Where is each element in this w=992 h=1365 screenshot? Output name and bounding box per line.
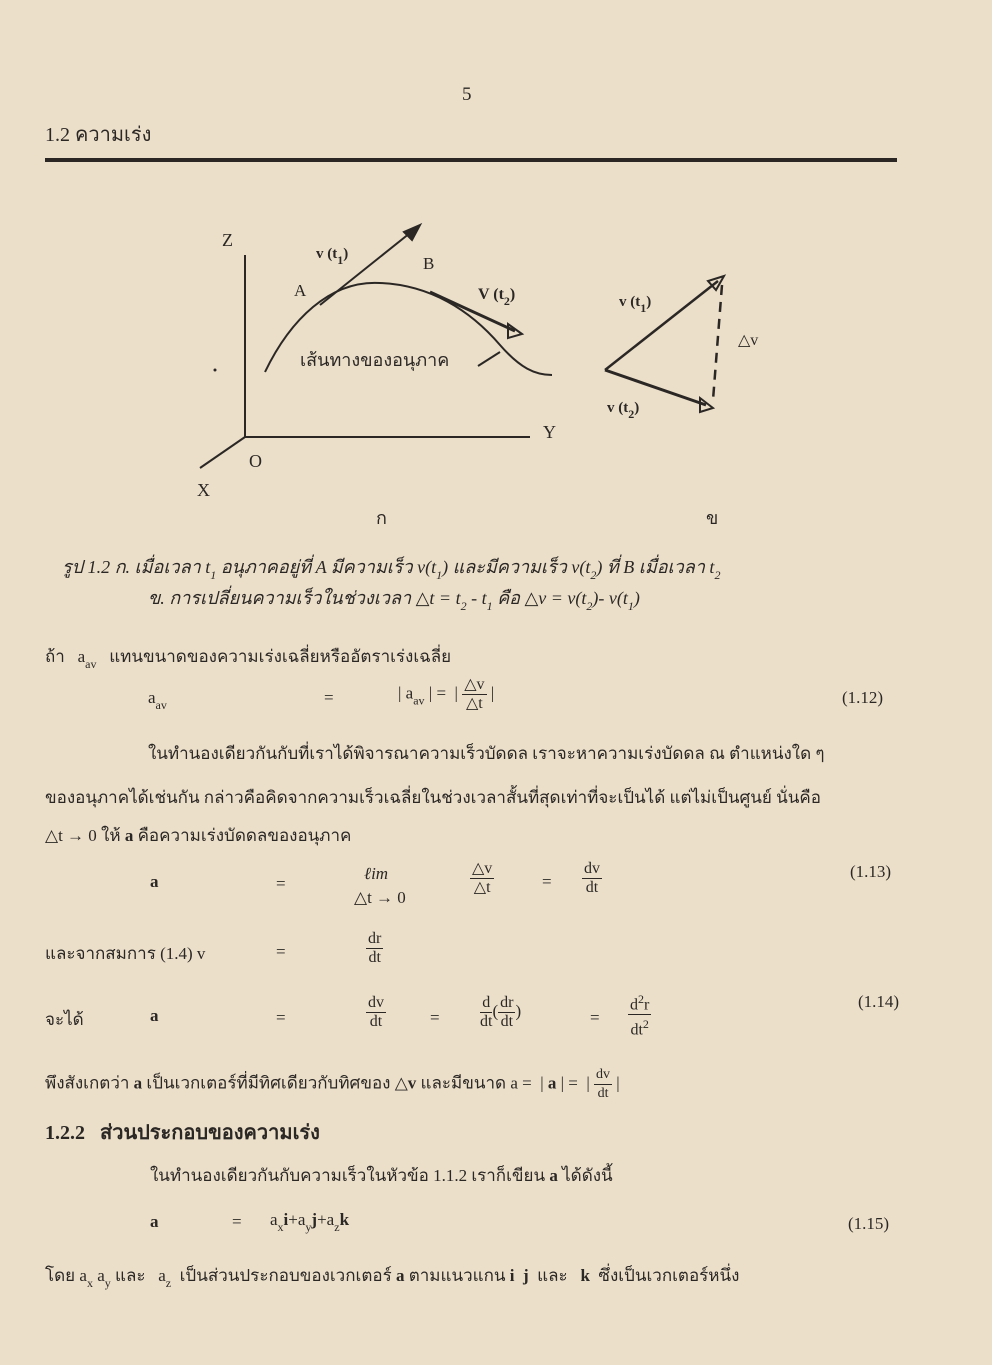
v-t1-label: v $(t_1)$ xyxy=(316,246,349,267)
derivative-expression: $\frac{d}{dt}$ ( $\frac{dr}{dt}$ ) xyxy=(480,994,522,1030)
arrowhead xyxy=(404,225,420,240)
point-a-label: A xyxy=(294,281,307,300)
x-axis xyxy=(200,437,245,468)
equation-label: (1.14) xyxy=(858,992,900,1011)
equals-sign: = xyxy=(276,942,286,961)
path-label: เส้นทางของอนุภาค xyxy=(300,350,450,370)
eq-1-4-text: และจากสมการ (1.4) v xyxy=(45,944,206,963)
figure-caption-line2: ข. การเปลี่ยนความเร็วในช่วงเวลา △t = $t_2 - t_1$ คือ △v = $v(t_2)-$ $v(t_1)$ xyxy=(148,588,640,613)
equals-sign: = xyxy=(430,1008,440,1027)
paragraph-line: ในทำนองเดียวกันกับที่เราได้พิจารณาความเร็วบัดดล เราจะหาความเร่งบัดดล ณ ตำแหน่งใด ๆ xyxy=(148,744,825,763)
paragraph-line: ของอนุภาคได้เช่นกัน กล่าวคือคิดจากความเร็วเฉลี่ยในช่วงเวลาสั้นที่สุดเท่าที่จะเป็นได้ แต่ไม่เป็นศูนย์ นั่นคือ xyxy=(45,788,821,807)
eq-1-15-rhs: $a_xi+a_yj+a_zk$ xyxy=(270,1210,350,1234)
equals-sign: = xyxy=(276,874,286,893)
x-label: X xyxy=(197,480,210,500)
paragraph-aav: ถ้า $a_{av}$ แทนขนาดของความเร่งเฉลี่ยหรืออัตราเร่งเฉลี่ย xyxy=(45,647,452,671)
equals-sign: = xyxy=(324,688,334,707)
fraction: $\frac{dv}{dt}$ xyxy=(368,994,384,1030)
triangle-v-t1-label: v $(t_1)$ xyxy=(619,294,652,315)
triangle-v-t2-label: v $(t_2)$ xyxy=(607,400,640,421)
equals-sign: = xyxy=(276,1008,286,1027)
v-t2-label: V $(t_2)$ xyxy=(478,286,516,308)
z-label: Z xyxy=(222,230,233,250)
delta-v-dashed xyxy=(713,285,722,400)
equals-sign: = xyxy=(542,872,552,891)
point-b-label: B xyxy=(423,254,435,273)
fraction: $\frac{dr}{dt}$ xyxy=(368,930,382,966)
paragraph-components-definition: โดย $a_x$ $a_y$ และ $a_z$ เป็นส่วนประกอบของเวกเตอร์ a ตามแนวแกน i j และ k ซึ่งเป็นเวกเตอร์หนึ่ง xyxy=(45,1266,740,1290)
label-pointer-arrow xyxy=(478,352,500,366)
paragraph-direction: พึงสังเกตว่า a เป็นเวกเตอร์ที่มีทิศเดียวกับทิศของ △v และมีขนาด a = | a | = | $\frac{dv}{dt}$ | xyxy=(45,1067,620,1101)
second-derivative: $\frac{d^2r}{dt^2}$ xyxy=(630,992,650,1039)
origin-label: O xyxy=(249,451,262,471)
panel-label-a: ก xyxy=(376,508,387,528)
page-number: 5 xyxy=(462,84,472,105)
equals-sign: = xyxy=(590,1008,600,1027)
section-heading: 1.2.2 ส่วนประกอบของความเร่ง xyxy=(45,1122,320,1144)
fraction: $\frac{\triangle v}{\triangle t}$ xyxy=(472,860,493,896)
y-label: Y xyxy=(543,422,556,442)
limit-symbol: ℓim xyxy=(364,864,389,883)
eq-1-14-lhs: a xyxy=(150,1006,159,1025)
figure-caption-line1: รูป 1.2 ก. เมื่อเวลา $t_1$ อนุภาคอยู่ที่ A มีความเร็ว $v(t_1)$ และมีความเร็ว $v(t_2)$ ที่ B เมื่อเวลา $t_2$ xyxy=(62,557,721,582)
equation-label: (1.12) xyxy=(842,688,884,707)
paragraph-line: △t → 0 ให้ a คือความเร่งบัดดลของอนุภาค xyxy=(45,826,352,845)
limit-subscript: △t → 0 xyxy=(354,888,406,907)
delta-v-label: △v xyxy=(738,332,759,349)
equation-label: (1.13) xyxy=(850,862,892,881)
chapter-header: 1.2 ความเร่ง xyxy=(45,124,152,146)
eq-1-13-lhs: a xyxy=(150,872,159,891)
equals-sign: = xyxy=(232,1212,242,1231)
paragraph-components: ในทำนองเดียวกันกับความเร็วในหัวข้อ 1.1.2 เราก็เขียน a ได้ดังนี้ xyxy=(150,1166,613,1185)
figure-1-2 xyxy=(0,0,992,540)
eq-1-15-lhs: a xyxy=(150,1212,159,1231)
eq-1-14-lead: จะได้ xyxy=(45,1010,84,1029)
equation-label: (1.15) xyxy=(848,1214,890,1233)
eq-1-12-lhs: $a_{av}$ xyxy=(148,688,167,712)
fraction: $\frac{dv}{dt}$ xyxy=(584,860,600,896)
eq-1-12-rhs: | $a_{av}$ | = | $\frac{\triangle v}{\triangle t}$ | xyxy=(398,676,495,712)
panel-label-b: ข xyxy=(706,508,719,528)
